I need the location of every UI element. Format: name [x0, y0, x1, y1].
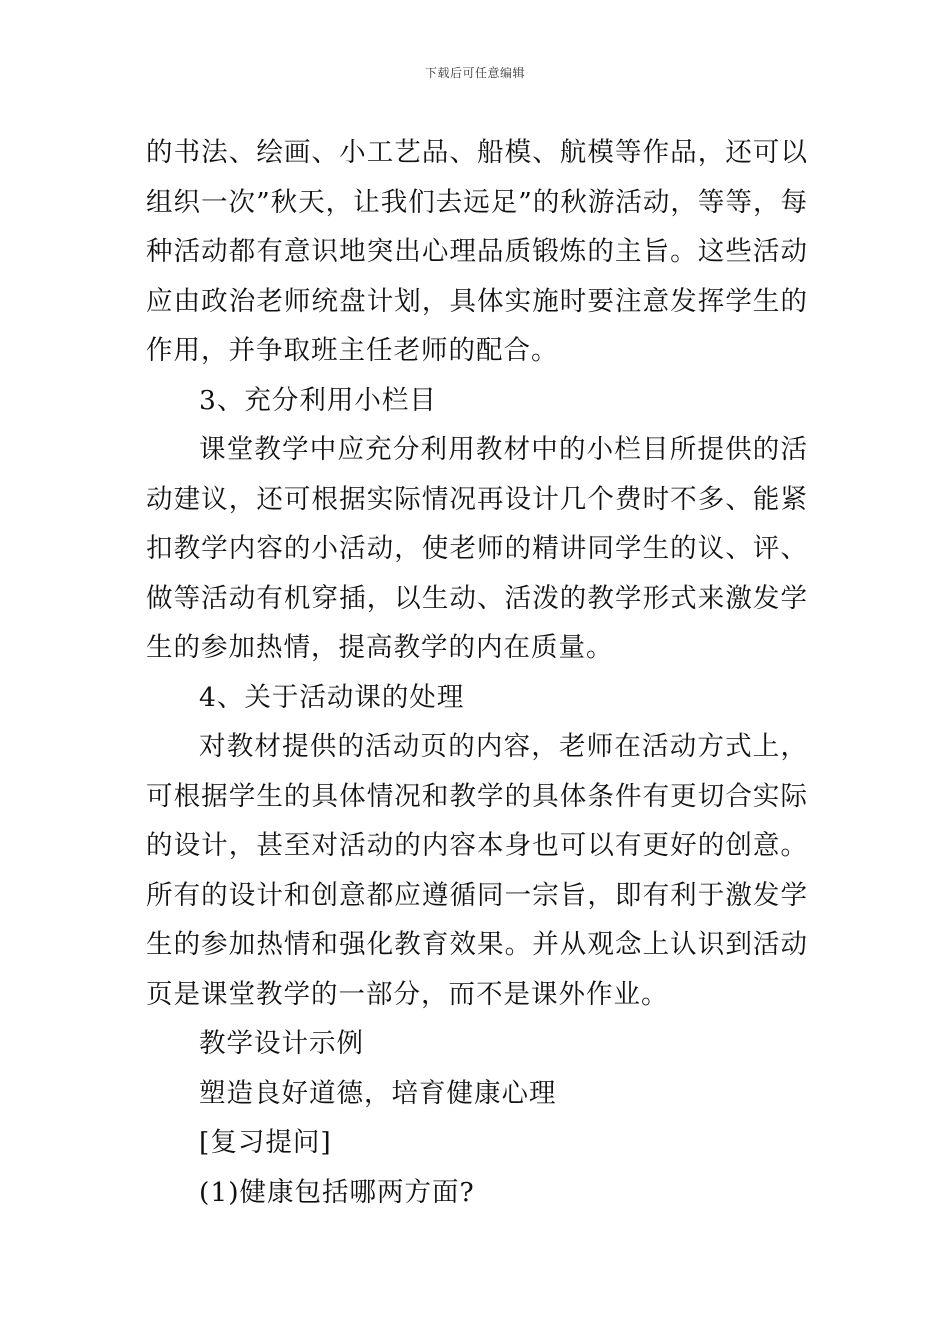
paragraph-activity-class: 对教材提供的活动页的内容，老师在活动方式上，可根据学生的具体情况和教学的具体条件有更切合实际的设计，甚至对活动的内容本身也可以有更好的创意。所有的设计和创意都应遵循同一宗旨，即有利于激发学生的参加热情和强化教育效果。并从观念上认识到活动页是课堂教学的一部分，而不是课外作业。 — [146, 731, 808, 1010]
section-heading-small-columns: 3、充分利用小栏目 — [199, 384, 437, 416]
document-body — [146, 128, 808, 1217]
page-header: 下载后可任意编辑 — [424, 66, 525, 80]
paragraph-small-columns: 课堂教学中应充分利用教材中的小栏目所提供的活动建议，还可根据实际情况再设计几个费时不多、能紧扣教学内容的小活动，使老师的精讲同学生的议、评、做等活动有机穿插，以生动、活泼的教学形式来激发学生的参加热情，提高教学的内在质量。 — [146, 434, 808, 663]
review-question-1: (1)健康包括哪两方面? — [199, 1176, 475, 1208]
paragraph-continuation: 的书法、绘画、小工艺品、船模、航模等作品，还可以组织一次”秋天，让我们去远足”的秋游活动，等等，每种活动都有意识地突出心理品质锻炼的主旨。这些活动应由政治老师统盘计划，具体实施时要注意发挥学生的作用，并争取班主任老师的配合。 — [146, 137, 808, 366]
section-heading-activity-class: 4、关于活动课的处理 — [199, 681, 465, 713]
lesson-title: 塑造良好道德，培育健康心理 — [199, 1077, 557, 1109]
review-question-heading: [复习提问] — [199, 1127, 332, 1158]
section-heading-design-example: 教学设计示例 — [199, 1028, 364, 1059]
